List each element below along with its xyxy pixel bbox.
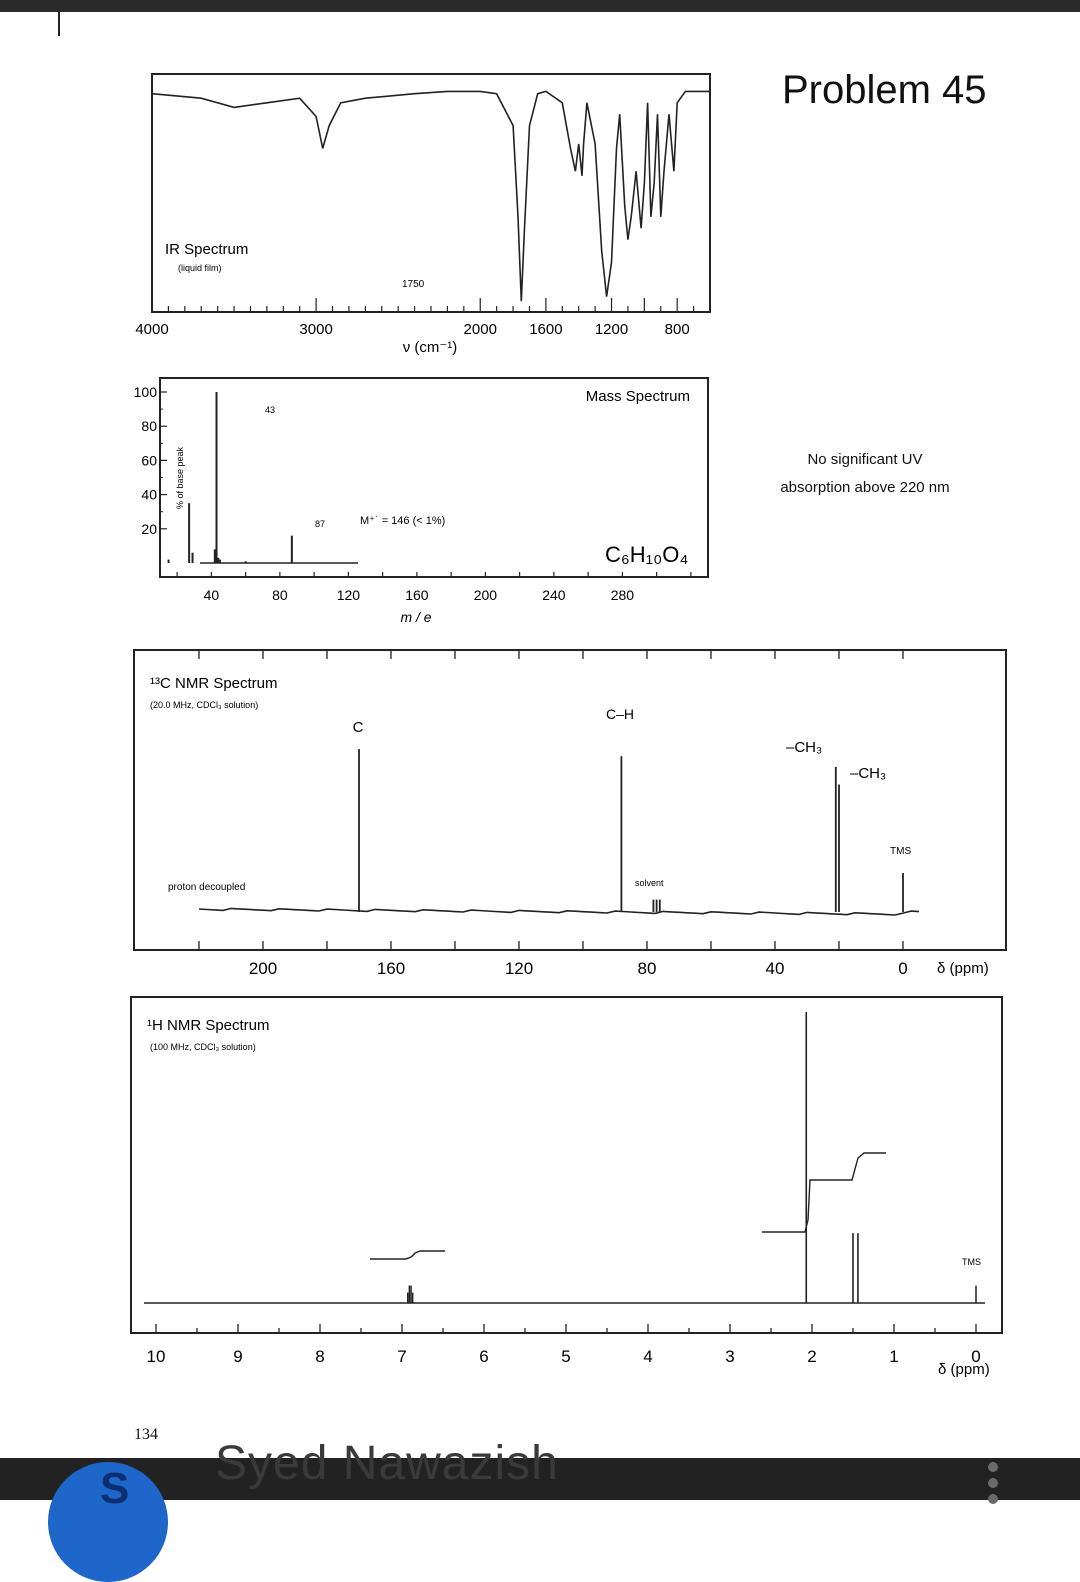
ir-x-tick-label-1200: 1200 (594, 321, 629, 338)
c13-subtitle: (20.0 MHz, CDCl₃ solution) (150, 700, 259, 710)
mass-xlabel: m / e (400, 609, 432, 625)
h1-x-tick-label-7: 7 (397, 1347, 407, 1366)
ir-axis (152, 298, 710, 312)
mass-y-tick-label-60: 60 (141, 452, 157, 469)
c13-x-tick-label-160: 160 (376, 959, 406, 978)
watermark: Syed Nawazish (215, 1437, 559, 1490)
c13-peak-label-ch3-b: –CH₃ (850, 765, 887, 782)
h1-x-tick-label-6: 6 (479, 1347, 489, 1366)
c13-peak-label-ch: C–H (605, 706, 635, 722)
c13-peak-label-tms: TMS (890, 846, 912, 857)
ir-annotation-1750: 1750 (402, 279, 425, 290)
mass-x-tick-label-80: 80 (272, 587, 288, 603)
ir-x-tick-label-4000: 4000 (135, 321, 169, 338)
page-number: 134 (134, 1426, 158, 1443)
ir-x-tick-label-3000: 3000 (299, 321, 333, 338)
c13-peak-label-c: C (352, 719, 364, 736)
c13-peak-label-solvent: solvent (635, 878, 664, 888)
c13-note: proton decoupled (168, 882, 246, 893)
h1-x-tick-label-4: 4 (643, 1347, 653, 1366)
c13-frame (134, 650, 1006, 950)
mass-molecular-ion: M⁺˙ = 146 (< 1%) (360, 515, 446, 527)
c13-x-tick-label-120: 120 (504, 959, 534, 978)
h1-subtitle: (100 MHz, CDCl₃ solution) (150, 1042, 256, 1052)
ir-x-tick-label-2000: 2000 (463, 321, 497, 338)
c13-title: ¹³C NMR Spectrum (150, 675, 278, 692)
h1-x-tick-label-8: 8 (315, 1347, 325, 1366)
h1-x-tick-label-1: 1 (889, 1347, 899, 1366)
mass-peak-label-43: 43 (265, 405, 276, 415)
h1-peak-label-tms: TMS (962, 1257, 981, 1267)
mass-x-tick-label-160: 160 (405, 587, 429, 603)
c13-x-tick-label-200: 200 (248, 959, 278, 978)
h1-x-tick-label-9: 9 (233, 1347, 243, 1366)
c13-peaks (359, 749, 903, 912)
ir-spectrum-chart (135, 74, 710, 356)
mass-y-tick-label-80: 80 (141, 418, 157, 435)
h1-axis (156, 1324, 976, 1333)
uv-note-line2: absorption above 220 nm (780, 479, 950, 496)
h1-xlabel: δ (ppm) (938, 1361, 990, 1378)
mass-title: Mass Spectrum (585, 388, 690, 405)
page-title: Problem 45 (782, 68, 987, 112)
c13-tick-labels (249, 959, 908, 978)
mass-x-tick-label-200: 200 (473, 587, 498, 603)
c13-nmr-chart (134, 650, 1006, 978)
c13-xlabel: δ (ppm) (937, 960, 989, 977)
c13-x-tick-label-40: 40 (765, 959, 785, 978)
h1-integral-2ppm (762, 1153, 886, 1232)
more-options-icon[interactable] (988, 1462, 1000, 1510)
mass-y-tick-label-40: 40 (141, 486, 157, 503)
h1-x-tick-label-2: 2 (807, 1347, 817, 1366)
mass-x-tick-label-120: 120 (336, 587, 361, 603)
h1-x-tick-label-5: 5 (561, 1347, 571, 1366)
ir-x-tick-labels (135, 321, 689, 338)
dot (988, 1478, 998, 1488)
ir-xlabel: ν (cm⁻¹) (402, 339, 458, 356)
h1-x-tick-label-0: 0 (971, 1347, 981, 1366)
dot (988, 1494, 998, 1504)
c13-x-tick-label-80: 80 (637, 959, 657, 978)
mass-x-tick-label-280: 280 (610, 587, 635, 603)
h1-peaks (408, 1012, 976, 1303)
dot (988, 1462, 998, 1472)
mass-x-tick-label-40: 40 (203, 587, 220, 603)
mass-x-tick-label-240: 240 (542, 587, 566, 603)
mass-spectrum-chart (134, 378, 708, 625)
c13-baseline (199, 908, 919, 915)
h1-title: ¹H NMR Spectrum (147, 1017, 270, 1034)
h1-x-tick-label-10: 10 (146, 1347, 166, 1366)
avatar-letter: S (100, 1464, 130, 1513)
c13-x-tick-label-0: 0 (898, 959, 908, 978)
ir-subtitle: (liquid film) (178, 263, 222, 273)
mass-y-tick-label-20: 20 (141, 520, 157, 537)
mass-formula: C₆H₁₀O₄ (605, 542, 689, 567)
ir-x-tick-label-800: 800 (664, 321, 690, 338)
h1-nmr-chart (131, 997, 1002, 1378)
mass-tick-labels (134, 384, 635, 603)
c13-axis (199, 650, 903, 950)
ir-series-line (152, 91, 710, 301)
ir-title: IR Spectrum (165, 241, 249, 258)
mass-bars (169, 392, 292, 563)
ir-frame (152, 74, 710, 312)
h1-integral-7ppm (370, 1251, 445, 1259)
h1-tick-labels (147, 1347, 981, 1366)
mass-y-tick-label-100: 100 (133, 384, 157, 400)
uv-note-line1: No significant UV (807, 451, 923, 468)
c13-peak-label-ch3-a: –CH₃ (786, 739, 823, 756)
mass-ylabel: % of base peak (175, 446, 185, 510)
mass-peak-label-87: 87 (315, 519, 326, 529)
ir-x-tick-label-1600: 1600 (529, 321, 563, 338)
h1-x-tick-label-3: 3 (725, 1347, 735, 1366)
h1-frame (131, 997, 1002, 1333)
